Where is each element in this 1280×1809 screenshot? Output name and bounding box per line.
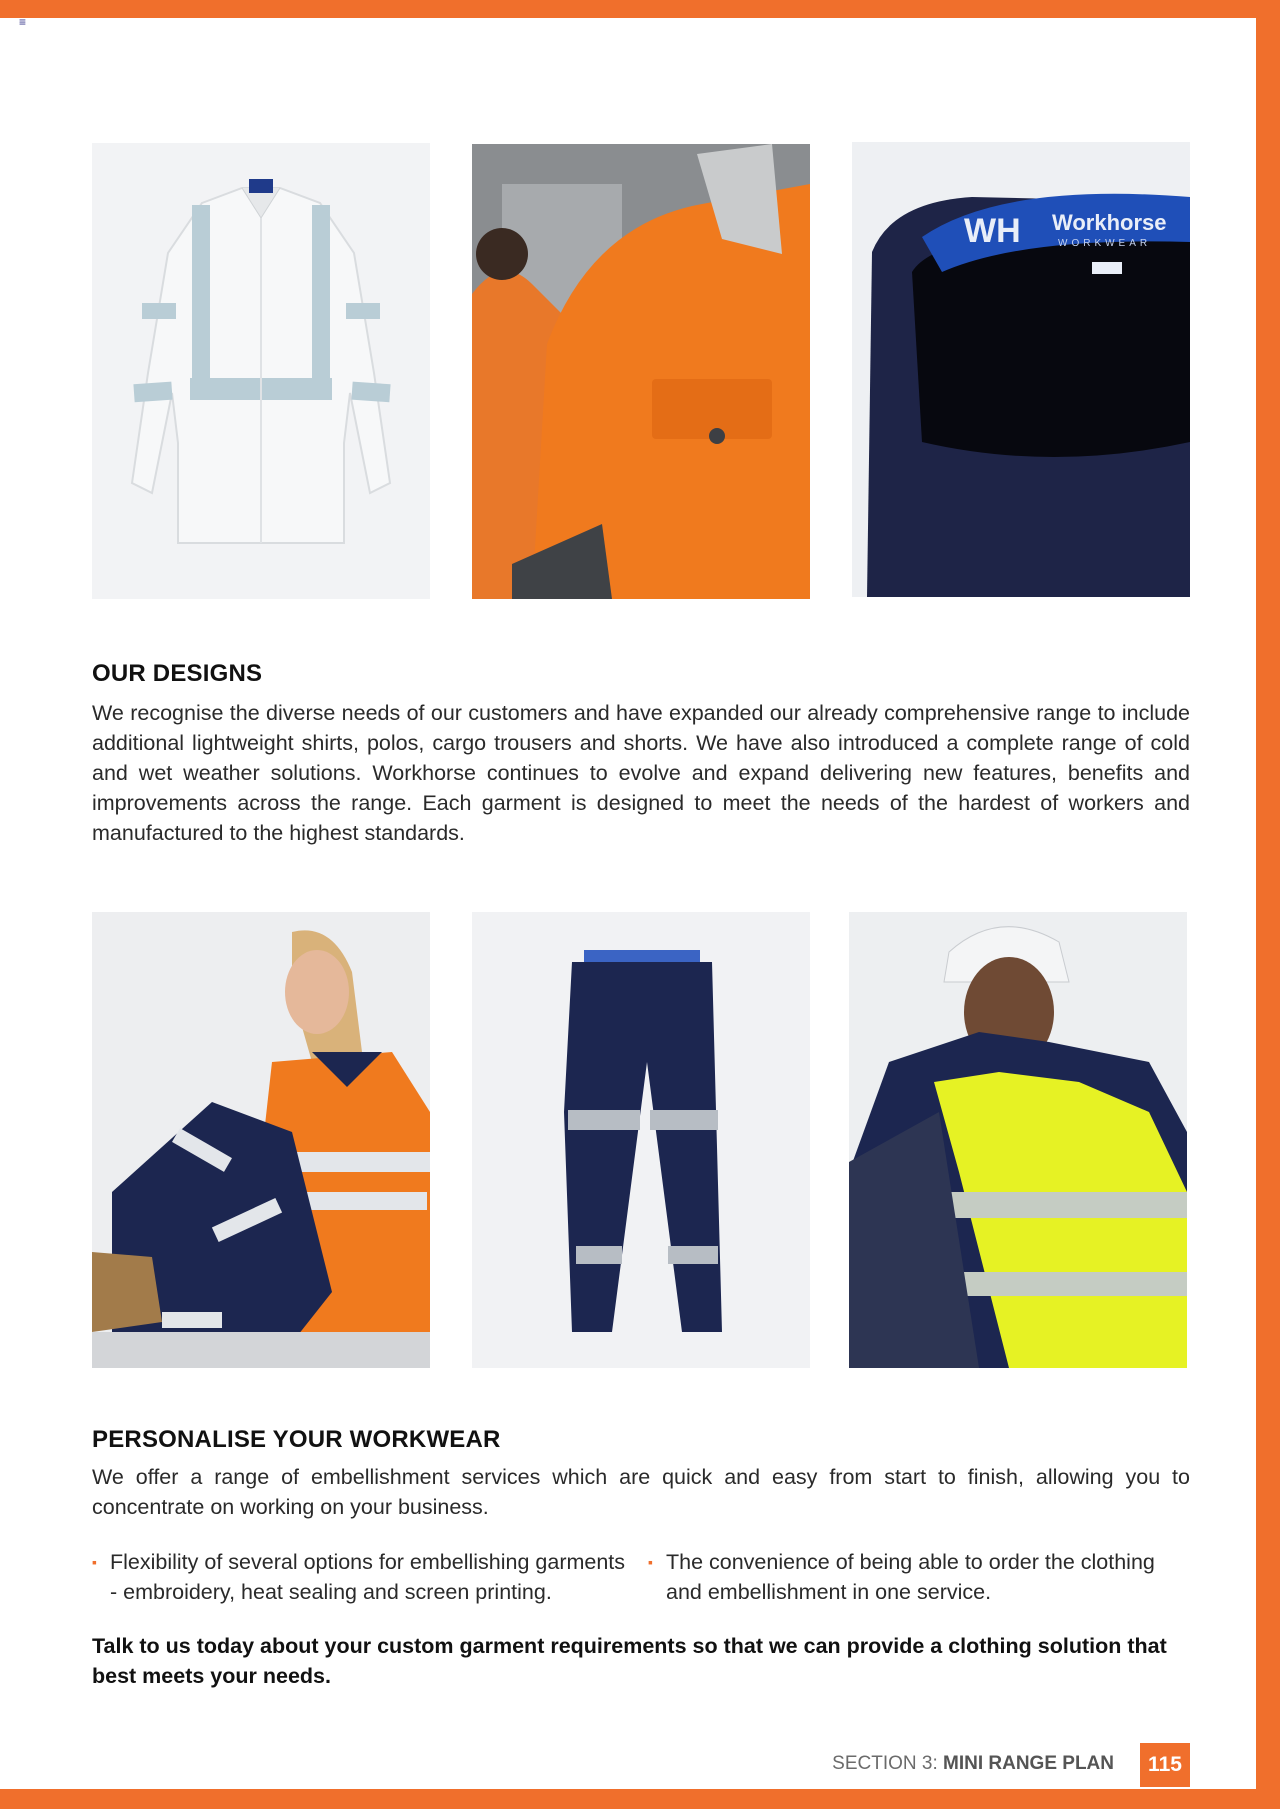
footer-section-label <box>832 1751 1114 1777</box>
bullet-text: The convenience of being able to order the clothing and embellishment in one service. <box>666 1550 1155 1604</box>
bullet-item-flexibility <box>92 1547 632 1607</box>
footer-section-name: MINI RANGE PLAN <box>943 1753 1114 1774</box>
woman-workwear-illustration <box>92 912 430 1368</box>
photo-waistband <box>852 142 1190 597</box>
logo-sub-text: WORKWEAR <box>1058 238 1152 249</box>
call-to-action-text: Talk to us today about your custom garment requirements so that we can provide a clothing solution that best meets your needs. <box>92 1634 1167 1688</box>
section-heading-our-designs: OUR DESIGNS <box>92 660 263 687</box>
footer-section-prefix: SECTION 3: <box>832 1753 943 1774</box>
our-designs-paragraph: We recognise the diverse needs of our customers and have expanded our already comprehensive range to include additional lightweight shirts, polos, cargo trousers and shorts. We have also introduced a complete range of cold and wet weather solutions. Workhorse continues to evolve and expand delivering new features, benefits and improvements across the range. Each garment is designed to meet the needs of the hardest of workers and manufactured to the highest standards. <box>92 701 1190 845</box>
photo-white-shirt <box>92 143 430 599</box>
bullet-item-convenience <box>648 1547 1188 1607</box>
frame-bottom-border <box>0 1789 1280 1809</box>
section-heading-personalise: PERSONALISE YOUR WORKWEAR <box>92 1426 501 1453</box>
logo-brand-text: Workhorse <box>1052 210 1167 235</box>
photo-orange-shirt <box>472 144 810 599</box>
frame-top-border <box>0 0 1280 18</box>
photo-man-hivis-jacket <box>849 912 1187 1368</box>
page-number-badge: 115 <box>1140 1743 1190 1787</box>
bullet-square-icon: ▪ <box>92 1554 97 1570</box>
waistband-illustration <box>852 142 1190 597</box>
photo-woman-workwear <box>92 912 430 1368</box>
frame-right-border <box>1256 0 1280 1809</box>
navy-trousers-illustration <box>472 912 810 1368</box>
orange-shirt-illustration <box>472 144 810 599</box>
bullet-square-icon: ▪ <box>648 1554 653 1570</box>
bullet-text: Flexibility of several options for embellishing garments - embroidery, heat sealing and screen printing. <box>110 1550 626 1604</box>
photo-navy-trousers <box>472 912 810 1368</box>
white-shirt-illustration <box>92 143 430 599</box>
logo-mark-text: WH <box>964 212 1021 250</box>
personalise-paragraph: We offer a range of embellishment services which are quick and easy from start to finish, allowing you to concentrate on working on your business. <box>92 1465 1190 1519</box>
man-hivis-jacket-illustration <box>849 912 1187 1368</box>
menu-icon[interactable]: ≡ <box>19 15 27 29</box>
